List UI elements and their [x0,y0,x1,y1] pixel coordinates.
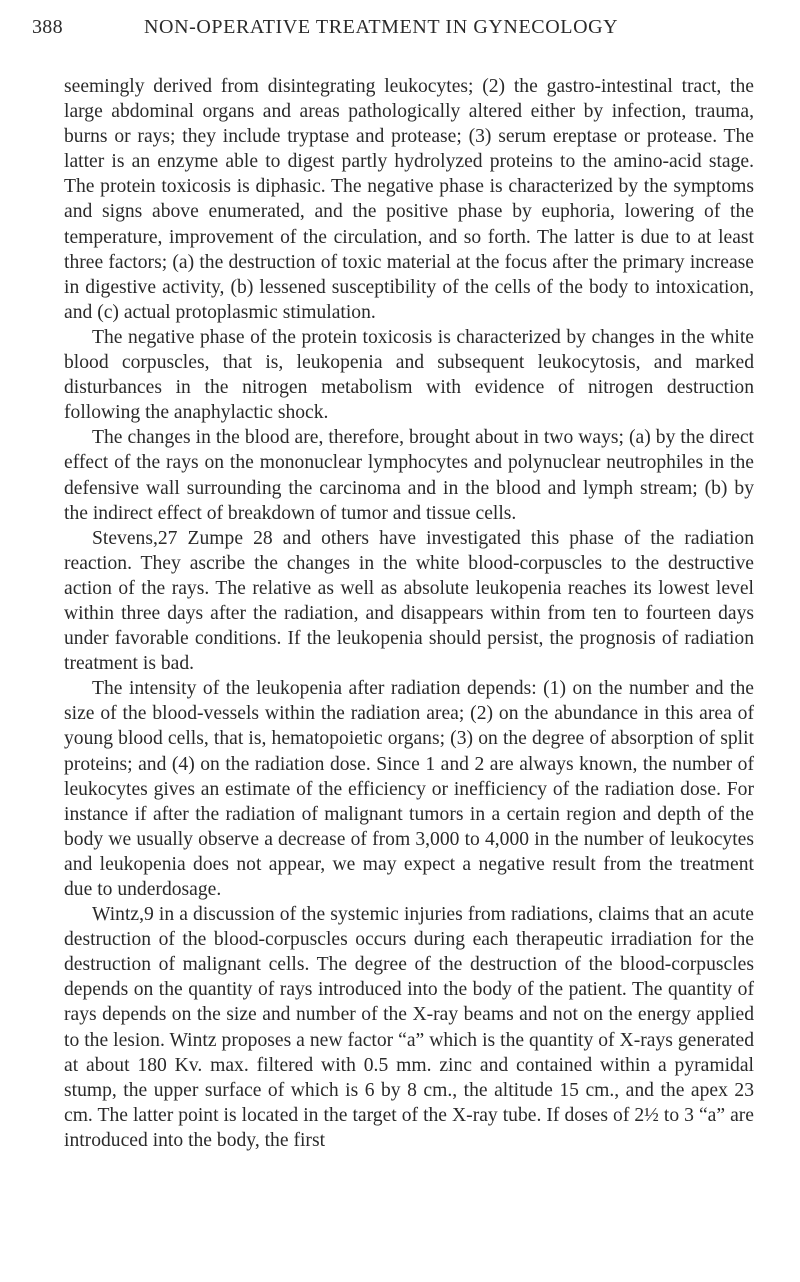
paragraph-6: Wintz,9 in a discussion of the systemic injuries from radiations, claims that an acute destruction of the blood-corpuscles occurs during each therapeutic irradiation for the destruction of malignant cells. The degree of the destruction of the blood-corpuscles depends on the quantity of rays introduced into the body of the patient. The quantity of rays depends on the size and number of the X-ray beams and not on the energy applied to the lesion. Wintz proposes a new factor “a” which is the quantity of X-rays generated at about 180 Kv. max. filtered with 0.5 mm. zinc and contained within a pyramidal stump, the upper surface of which is 6 by 8 cm., the altitude 15 cm., and the apex 23 cm. The latter point is located in the target of the X-ray tube. If doses of 2½ to 3 “a” are introduced into the body, the first [64,904,754,1151]
document-page [32,0,764,1282]
paragraph-5: The intensity of the leukopenia after radiation depends: (1) on the number and the size of the blood-vessels within the radiation area; (2) on the abundance in this area of young blood cells, that is, hematopoietic organs; (3) on the degree of absorption of split proteins; and (4) on the radiation dose. Since 1 and 2 are always known, the number of leukocytes gives an estimate of the efficiency or inefficiency of the radiation dose. For instance if after the radiation of malignant tumors in a certain region and depth of the body we usually observe a decrease of from 3,000 to 4,000 in the number of leukocytes and leukopenia does not appear, we may expect a negative result from the treatment due to underdosage. [64,678,754,900]
body-text [64,74,754,1153]
running-title: NON-OPERATIVE TREATMENT IN GYNECOLOGY [144,16,619,38]
running-head [32,16,764,46]
paragraph-1: seemingly derived from disintegrating leukocytes; (2) the gastro-intestinal tract, the large abdominal organs and areas pathologically altered either by infection, trauma, burns or rays; they include tryptase and protease; (3) serum ereptase or protease. The latter is an enzyme able to digest partly hydrolyzed proteins to the amino-acid stage. The protein toxicosis is diphasic. The negative phase is characterized by the symptoms and signs above enumerated, and the positive phase by euphoria, lowering of the temperature, improvement of the circulation, and so forth. The latter is due to at least three factors; (a) the destruction of toxic material at the focus after the primary increase in digestive activity, (b) lessened susceptibility of the cells of the body to intoxication, and (c) actual protoplasmic stimulation. [64,76,754,323]
paragraph-3: The changes in the blood are, therefore, brought about in two ways; (a) by the direct effect of the rays on the mononuclear lymphocytes and polynuclear neutrophiles in the defensive wall surrounding the carcinoma and in the blood and lymph stream; (b) by the indirect effect of breakdown of tumor and tissue cells. [64,427,754,524]
paragraph-4: Stevens,27 Zumpe 28 and others have investigated this phase of the radiation reaction. They ascribe the changes in the white blood-corpuscles to the destructive action of the rays. The relative as well as absolute leukopenia reaches its lowest level within three days after the radiation, and disappears within from ten to fourteen days under favorable conditions. If the leukopenia should persist, the prognosis of radiation treatment is bad. [64,527,754,675]
page-number: 388 [32,16,63,38]
paragraph-2: The negative phase of the protein toxicosis is characterized by changes in the white blood corpuscles, that is, leukopenia and subsequent leukocytosis, and marked disturbances in the nitrogen metabolism with evidence of nitrogen destruction following the anaphylactic shock. [64,326,754,424]
